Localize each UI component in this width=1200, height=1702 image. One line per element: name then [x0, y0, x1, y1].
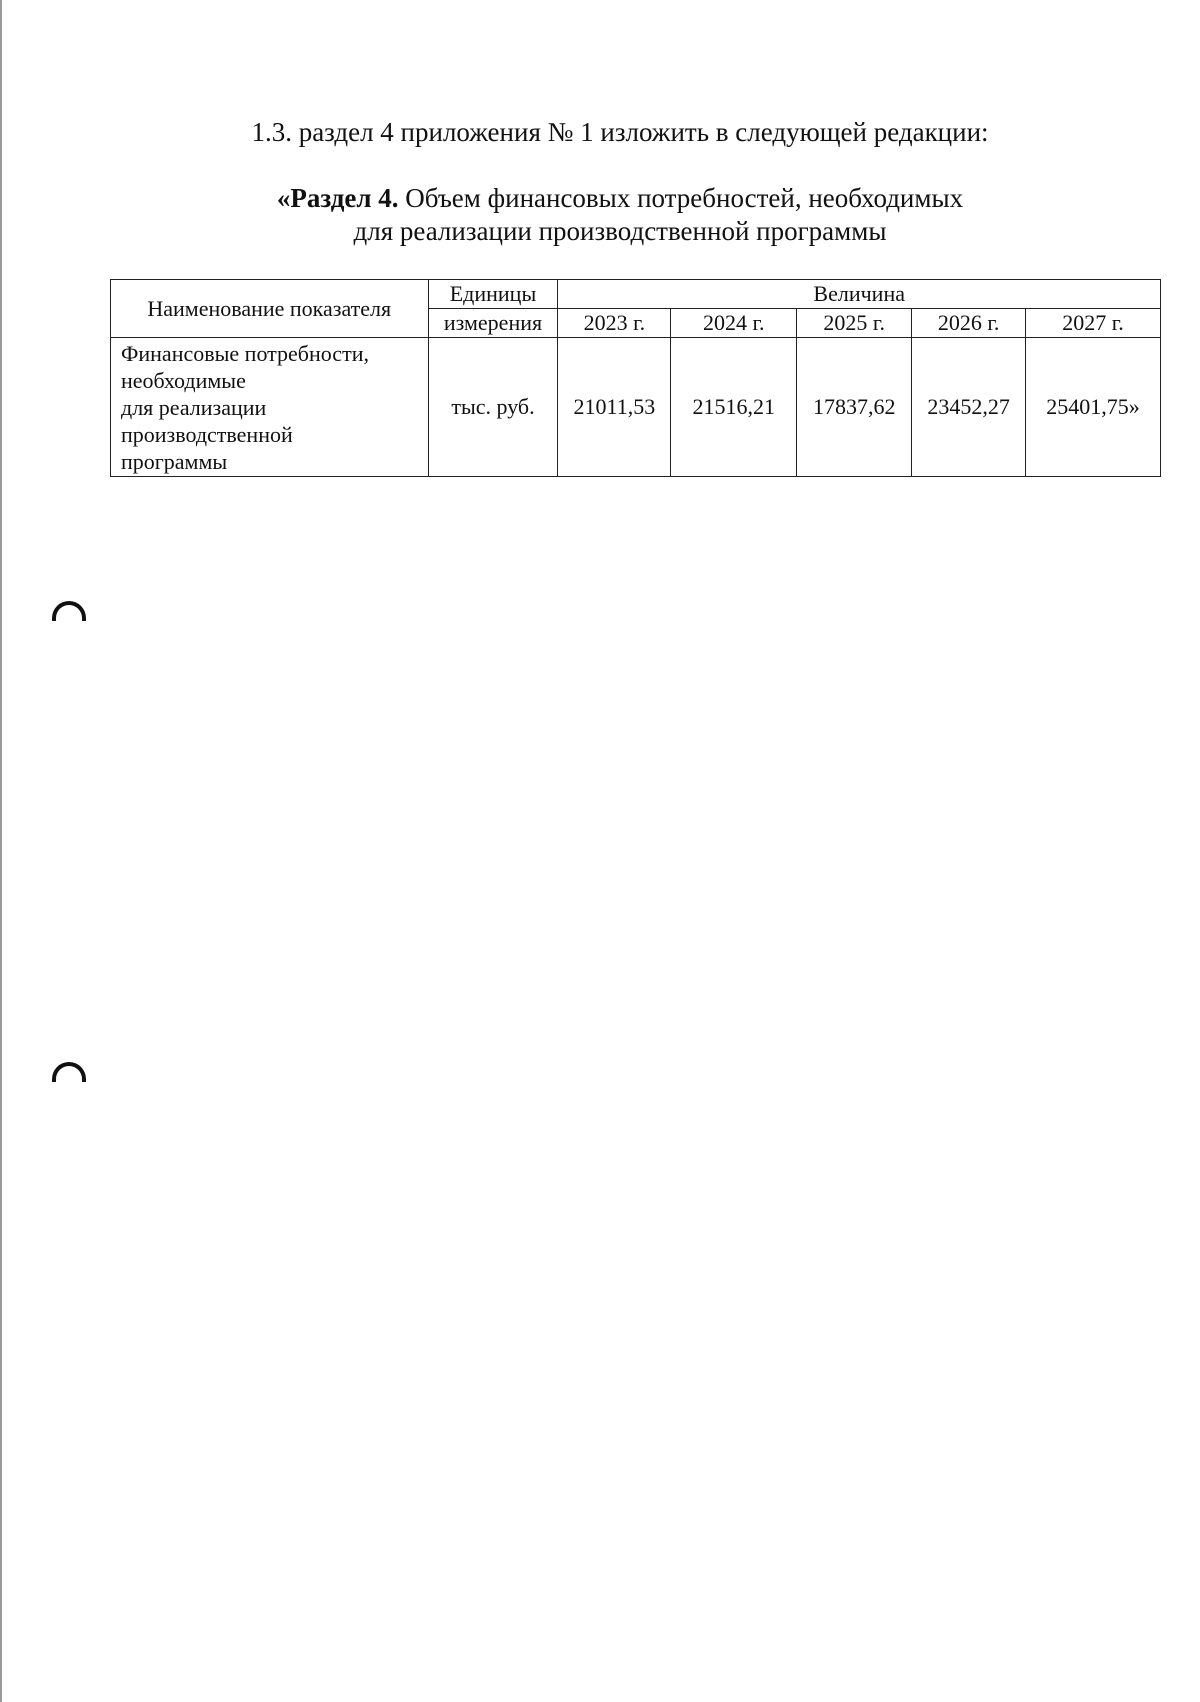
amendment-intro: 1.3. раздел 4 приложения № 1 изложить в следующей редакции: [251, 117, 989, 147]
header-value-group: Величина [558, 280, 1161, 309]
value-2025: 17837,62 [797, 338, 912, 477]
section-heading-title-line1: Объем финансовых потребностей, необходимых [398, 183, 964, 213]
header-units-line2: измерения [428, 309, 558, 338]
header-indicator-name: Наименование показателя [111, 280, 429, 338]
value-2023: 21011,53 [558, 338, 671, 477]
section-heading-number: «Раздел 4. [276, 183, 399, 213]
scan-left-edge [0, 0, 2, 1702]
table-header-row-1 [111, 280, 1161, 309]
header-year-2023: 2023 г. [558, 309, 671, 338]
financial-needs-table [110, 279, 1161, 477]
value-2027: 25401,75» [1026, 338, 1161, 477]
table-row [111, 338, 1161, 477]
indicator-name-line: необходимые [121, 367, 246, 393]
punch-hole-mark [52, 1062, 86, 1082]
header-year-2026: 2026 г. [912, 309, 1026, 338]
section-heading-title-line2: для реализации производственной программы [353, 216, 887, 246]
header-year-2027: 2027 г. [1026, 309, 1161, 338]
punch-hole-mark [52, 601, 86, 621]
indicator-name-line: программы [121, 448, 228, 474]
value-2026: 23452,27 [912, 338, 1026, 477]
value-2024: 21516,21 [671, 338, 797, 477]
indicator-name-cell [111, 338, 429, 477]
header-year-2024: 2024 г. [671, 309, 797, 338]
indicator-name-line: производственной [121, 421, 293, 447]
header-year-2025: 2025 г. [797, 309, 912, 338]
indicator-name-line: Финансовые потребности, [121, 340, 369, 366]
section-heading [0, 182, 1200, 248]
header-units-line1: Единицы [428, 280, 558, 309]
units-cell: тыс. руб. [428, 338, 558, 477]
indicator-name-line: для реализации [121, 394, 267, 420]
